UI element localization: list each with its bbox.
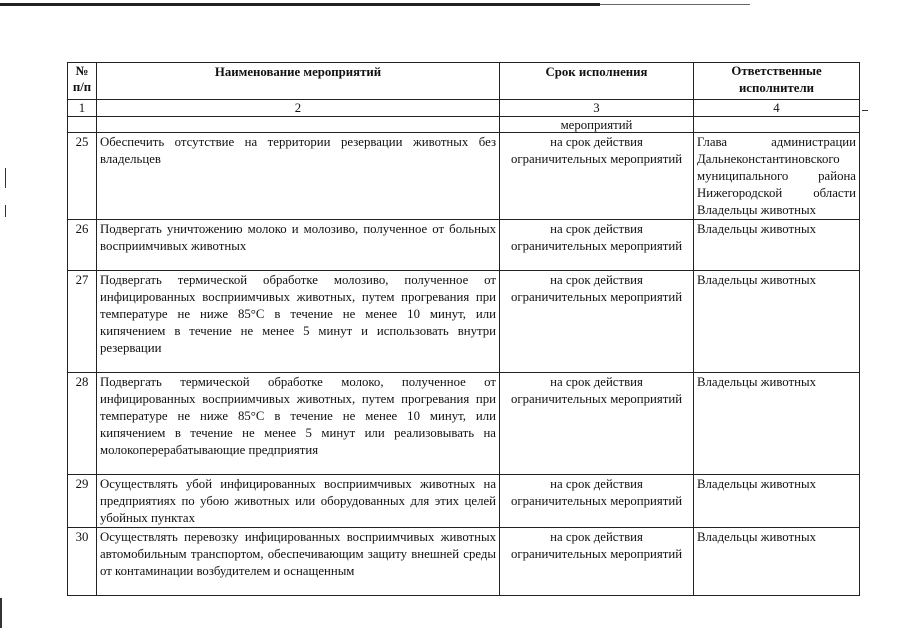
measure-responsible: Владельцы животных [694, 271, 860, 373]
header-term: Срок исполнения [500, 63, 694, 100]
header-row [68, 63, 860, 100]
measure-name: Подвергать термической обработке молоко, полученное от инфицированных восприимчивых животных, путем прогревания при температуре не ниже 85°С в течение не менее 10 минут, или кипячением в течение не менее 5 минут или реализовывать на молокоперерабатывающие предприятия [97, 373, 500, 475]
measure-responsible: Владельцы животных [694, 220, 860, 271]
table-row [68, 373, 860, 475]
row-number: 29 [68, 475, 97, 528]
measure-term: на срок действия ограничительных мероприятий [500, 475, 694, 528]
column-number: 3 [500, 100, 694, 117]
header-responsible: Ответственные исполнители [694, 63, 860, 100]
column-number: 1 [68, 100, 97, 117]
scan-faint-edge [600, 4, 750, 5]
measure-responsible: Владельцы животных [694, 475, 860, 528]
table-row [68, 220, 860, 271]
measure-name: Подвергать уничтожению молоко и молозиво, полученное от больных восприимчивых животных [97, 220, 500, 271]
measure-responsible: Глава администрации Дальнеконстантиновского муниципального района Нижегородской области Владельцы животных [694, 133, 860, 220]
measure-name: Обеспечить отсутствие на территории резервации животных без владельцев [97, 133, 500, 220]
measure-name: Осуществлять убой инфицированных восприимчивых животных на предприятиях по убою животных или оборудованных для этих целей убойных пунктах [97, 475, 500, 528]
row-number: 27 [68, 271, 97, 373]
table-row [68, 133, 860, 220]
header-no: № п/п [68, 63, 97, 100]
column-number-row [68, 100, 860, 117]
margin-mark-left-2 [5, 205, 6, 217]
table-row [68, 271, 860, 373]
scan-dark-edge [0, 3, 600, 6]
measure-term: на срок действия ограничительных мероприятий [500, 220, 694, 271]
measure-name: Подвергать термической обработке молозиво, полученное от инфицированных восприимчивых животных, путем прогревания при температуре не ниже 85°С в течение не менее 10 минут, или кипячением в течение не менее 5 минут и использовать внутри резервации [97, 271, 500, 373]
measure-term: на срок действия ограничительных мероприятий [500, 528, 694, 596]
margin-mark-right [862, 110, 868, 111]
continuation-row [68, 117, 860, 133]
margin-mark-bottom-left [0, 598, 2, 628]
row-number: 25 [68, 133, 97, 220]
measure-responsible: Владельцы животных [694, 373, 860, 475]
margin-mark-left [5, 168, 6, 188]
table-row [68, 475, 860, 528]
scan-top-edge [0, 3, 905, 15]
continuation-term: мероприятий [500, 117, 694, 133]
header-name: Наименование мероприятий [97, 63, 500, 100]
measure-responsible: Владельцы животных [694, 528, 860, 596]
measures-table [67, 62, 860, 596]
table-row [68, 528, 860, 596]
measure-term: на срок действия ограничительных мероприятий [500, 271, 694, 373]
measure-name: Осуществлять перевозку инфицированных восприимчивых животных автомобильным транспортом, обеспечивающим защиту внешней среды от контаминации возбудителем и оснащенным [97, 528, 500, 596]
measure-term: на срок действия ограничительных мероприятий [500, 133, 694, 220]
row-number: 28 [68, 373, 97, 475]
row-number: 30 [68, 528, 97, 596]
column-number: 2 [97, 100, 500, 117]
measure-term: на срок действия ограничительных мероприятий [500, 373, 694, 475]
row-number: 26 [68, 220, 97, 271]
column-number: 4 [694, 100, 860, 117]
